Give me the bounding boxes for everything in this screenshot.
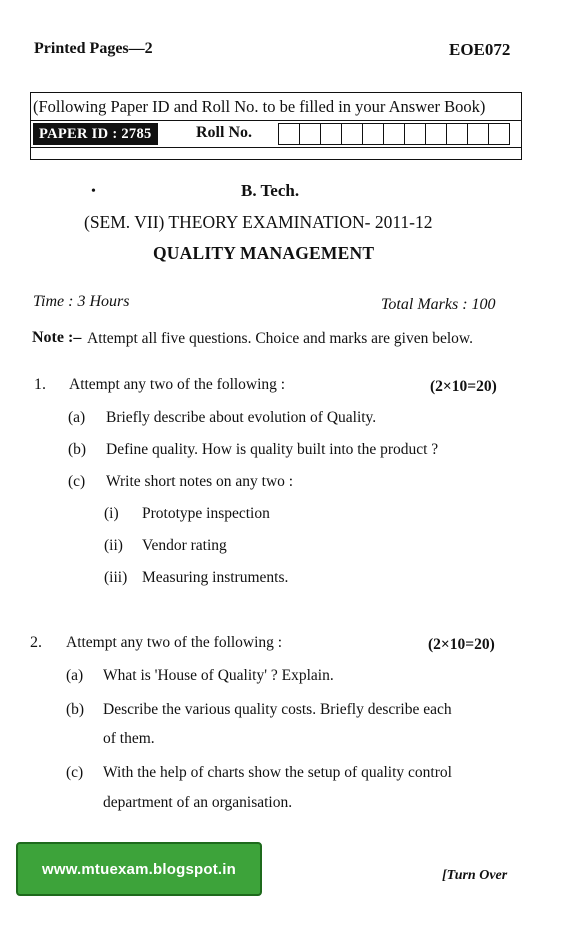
- part-text: What is 'House of Quality' ? Explain.: [103, 667, 334, 684]
- note-text: Attempt all five questions. Choice and marks are given below.: [87, 330, 473, 347]
- part-label: (a): [66, 667, 84, 684]
- part-label: (c): [68, 473, 86, 490]
- time-allowed: Time : 3 Hours: [33, 293, 130, 310]
- id-box-divider: [31, 120, 521, 121]
- part-text-continued: of them.: [103, 730, 155, 747]
- part-label: (a): [68, 409, 86, 426]
- part-text: With the help of charts show the setup of quality control: [103, 764, 452, 781]
- degree-title: B. Tech.: [241, 181, 300, 200]
- roll-number-boxes: [278, 123, 509, 145]
- roll-cell: [404, 123, 426, 145]
- part-label: (c): [66, 764, 84, 781]
- roll-number-label: Roll No.: [196, 124, 252, 141]
- exam-title: (SEM. VII) THEORY EXAMINATION- 2011-12: [84, 212, 433, 232]
- part-text: Define quality. How is quality built into the product ?: [106, 441, 439, 458]
- roll-cell: [341, 123, 363, 145]
- question-number: 1.: [34, 376, 46, 393]
- roll-cell: [299, 123, 321, 145]
- website-link-banner[interactable]: www.mtuexam.blogspot.in: [16, 842, 262, 896]
- roll-cell: [278, 123, 300, 145]
- part-label: (b): [66, 701, 85, 718]
- id-box-instruction: (Following Paper ID and Roll No. to be filled in your Answer Book): [33, 97, 486, 116]
- subject-title: QUALITY MANAGEMENT: [153, 243, 375, 263]
- subpart-label: (ii): [104, 537, 123, 554]
- stray-dot: •: [91, 184, 96, 199]
- roll-cell: [467, 123, 489, 145]
- question-number: 2.: [30, 634, 42, 651]
- subpart-label: (iii): [104, 569, 128, 586]
- paper-id-box: [30, 92, 522, 160]
- question-marks: (2×10=20): [428, 636, 495, 653]
- part-text: Write short notes on any two :: [106, 473, 294, 490]
- total-marks: Total Marks : 100: [381, 296, 496, 313]
- subpart-label: (i): [104, 505, 119, 522]
- roll-cell: [320, 123, 342, 145]
- subpart-text: Prototype inspection: [142, 505, 270, 522]
- id-box-divider: [31, 147, 521, 148]
- roll-cell: [446, 123, 468, 145]
- part-label: (b): [68, 441, 87, 458]
- turn-over-label: [Turn Over: [442, 868, 508, 883]
- question-text: Attempt any two of the following :: [66, 634, 283, 651]
- roll-cell: [362, 123, 384, 145]
- question-text: Attempt any two of the following :: [69, 376, 286, 393]
- paper-code: EOE072: [449, 40, 511, 59]
- roll-cell: [425, 123, 447, 145]
- question-marks: (2×10=20): [430, 378, 497, 395]
- subpart-text: Vendor rating: [142, 537, 227, 554]
- note-label: Note :–: [32, 329, 82, 346]
- printed-pages-label: Printed Pages—2: [34, 40, 153, 57]
- roll-cell: [383, 123, 405, 145]
- part-text-continued: department of an organisation.: [103, 794, 293, 811]
- part-text: Describe the various quality costs. Briefly describe each: [103, 701, 452, 718]
- roll-cell: [488, 123, 510, 145]
- paper-id-tag: PAPER ID : 2785: [33, 123, 158, 145]
- subpart-text: Measuring instruments.: [142, 569, 289, 586]
- part-text: Briefly describe about evolution of Quality.: [106, 409, 377, 426]
